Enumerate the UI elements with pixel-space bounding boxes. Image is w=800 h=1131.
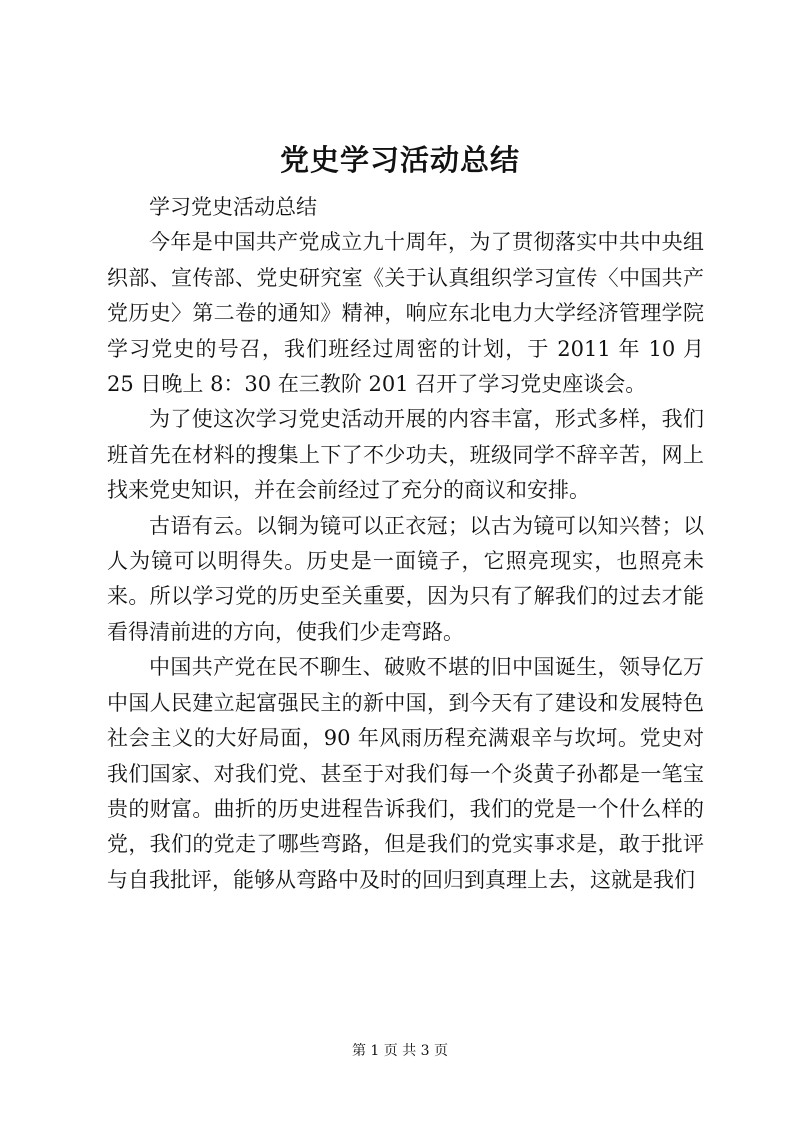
body-paragraph: 古语有云。以铜为镜可以正衣冠；以古为镜可以知兴替；以人为镜可以明得失。历史是一面镜子，它照亮现实，也照亮未来。所以学习党的历史至关重要，因为只有了解我们的过去才能看得清前进的方向，使我们少走弯路。 xyxy=(107,513,704,644)
body-paragraph: 为了使这次学习党史活动开展的内容丰富，形式多样，我们班首先在材料的搜集上下了不少功夫，班级同学不辞辛苦，网上找来党史知识，并在会前经过了充分的商议和安排。 xyxy=(107,407,704,503)
body-paragraph: 今年是中国共产党成立九十周年，为了贯彻落实中共中央组织部、宣传部、党史研究室《关于认真组织学习宣传〈中国共产党历史〉第二卷的通知》精神，响应东北电力大学经济管理学院学习党史的号召，我们班经过周密的计划，于 2011 年 10 月 25 日晚上 8：30 在三教阶 201 召开了学习党史座谈会。 xyxy=(107,230,704,397)
page-number-footer: 第 1 页 共 3 页 xyxy=(351,1043,449,1059)
document-title: 党史学习活动总结 xyxy=(279,143,520,177)
body-paragraph: 中国共产党在民不聊生、破败不堪的旧中国诞生，领导亿万中国人民建立起富强民主的新中国，到今天有了建设和发展特色社会主义的大好局面，90 年风雨历程充满艰辛与坎坷。党史对我们国家、对我们党、甚至于对我们每一个炎黄子孙都是一笔宝贵的财富。曲折的历史进程告诉我们，我们的党是一个什么样的党，我们的党走了哪些弯路，但是我们的党实事求是，敢于批评与自我批评，能够从弯路中及时的回归到真理上去，这就是我们 xyxy=(107,655,704,892)
document-body xyxy=(107,190,704,898)
subtitle-paragraph: 学习党史活动总结 xyxy=(149,195,317,219)
